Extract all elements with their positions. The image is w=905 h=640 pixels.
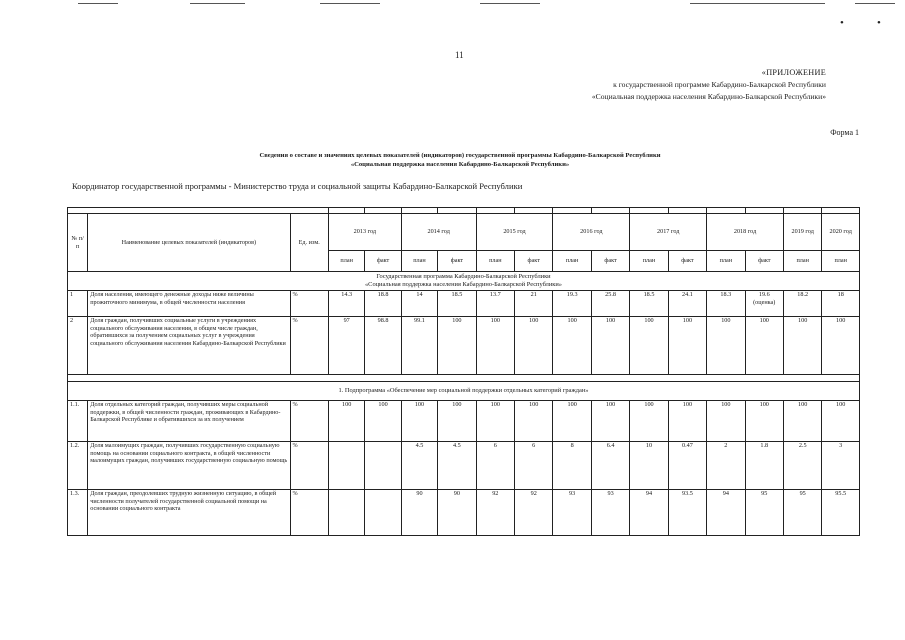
unit-cell: % — [290, 490, 328, 536]
value-cell: 18.5 — [630, 291, 668, 317]
value-cell: 94 — [707, 490, 745, 536]
row-number: 1.3. — [68, 490, 88, 536]
value-cell: 100 — [630, 401, 668, 442]
value-cell: 100 — [365, 401, 401, 442]
indicator-name: Доля граждан, получивших социальные услуги в учреждениях социального обслуживания населения, в общем числе граждан, обратившихся за получением социальных услуг в учреждения социального обслуживания населения Кабардино-Балкарской Республики — [88, 317, 290, 375]
row-number: 2 — [68, 317, 88, 375]
value-cell: 100 — [783, 317, 821, 375]
value-cell: 13.7 — [476, 291, 514, 317]
value-cell: 92 — [515, 490, 553, 536]
value-cell: 100 — [668, 401, 706, 442]
table-row — [68, 317, 860, 375]
value-cell: 100 — [668, 317, 706, 375]
value-cell: 97 — [328, 317, 364, 375]
row-number: 1 — [68, 291, 88, 317]
value-cell: 90 — [438, 490, 476, 536]
section-subprogram-row — [68, 382, 860, 401]
col-header-fact: факт — [438, 251, 476, 272]
value-cell: 3 — [822, 442, 860, 490]
scan-artifact — [78, 3, 118, 4]
value-cell: 98.8 — [365, 317, 401, 375]
value-cell: 100 — [401, 401, 437, 442]
document-title-line-1: Сведения о составе и значениях целевых показателей (индикаторов) государственной программы Кабардино-Балкарской Республики — [259, 152, 661, 159]
appendix-line-2: «Социальная поддержка населения Кабардино-Балкарской Республики» — [591, 92, 826, 101]
value-cell: 100 — [476, 401, 514, 442]
scan-artifact — [190, 3, 245, 4]
table-row — [68, 291, 860, 317]
unit-cell: % — [290, 317, 328, 375]
scan-artifact — [690, 3, 825, 4]
col-header-year: 2017 год — [630, 214, 707, 251]
value-cell: 18.3 — [707, 291, 745, 317]
value-cell — [328, 490, 364, 536]
col-header-plan: план — [476, 251, 514, 272]
value-cell: 18.2 — [783, 291, 821, 317]
appendix-title: «ПРИЛОЖЕНИЕ — [761, 68, 826, 77]
col-header-year: 2016 год — [553, 214, 630, 251]
coordinator-line: Координатор государственной программы - Министерство труда и социальной защиты Кабардино-Балкарской Республики — [72, 181, 523, 191]
table-row — [68, 490, 860, 536]
value-cell: 93.5 — [668, 490, 706, 536]
row-number: 1.1. — [68, 401, 88, 442]
value-cell: 100 — [591, 317, 629, 375]
value-cell: 100 — [630, 317, 668, 375]
col-header-year: 2018 год — [707, 214, 784, 251]
value-cell: 100 — [476, 317, 514, 375]
value-cell — [365, 442, 401, 490]
value-cell: 90 — [401, 490, 437, 536]
value-cell: 95 — [783, 490, 821, 536]
value-cell: 24.1 — [668, 291, 706, 317]
scan-artifact: • — [877, 17, 881, 29]
col-header-plan: план — [822, 251, 860, 272]
value-cell: 100 — [328, 401, 364, 442]
scan-artifact — [480, 3, 540, 4]
value-cell: 99.1 — [401, 317, 437, 375]
value-cell: 18 — [822, 291, 860, 317]
col-header-year: 2020 год — [822, 214, 860, 251]
value-cell: 100 — [707, 401, 745, 442]
col-header-num: № п/п — [68, 214, 88, 272]
value-cell: 14 — [401, 291, 437, 317]
col-header-plan: план — [328, 251, 364, 272]
indicator-name: Доля населения, имеющего денежные доходы ниже величины прожиточного минимума, в общей численности населения — [88, 291, 290, 317]
value-cell: 100 — [438, 401, 476, 442]
value-cell: 95 — [745, 490, 783, 536]
value-cell: 100 — [553, 317, 591, 375]
value-cell: 92 — [476, 490, 514, 536]
col-header-name: Наименование целевых показателей (индикаторов) — [88, 214, 290, 272]
col-header-unit: Ед. изм. — [290, 214, 328, 272]
value-cell: 100 — [438, 317, 476, 375]
value-cell: 100 — [515, 317, 553, 375]
unit-cell: % — [290, 401, 328, 442]
document-title — [100, 151, 820, 169]
form-label: Форма 1 — [830, 128, 859, 137]
value-cell: 100 — [707, 317, 745, 375]
value-cell: 19.3 — [553, 291, 591, 317]
value-cell: 6 — [515, 442, 553, 490]
col-header-plan: план — [707, 251, 745, 272]
value-cell: 1.8 — [745, 442, 783, 490]
value-cell: 14.3 — [328, 291, 364, 317]
scan-artifact: • — [840, 17, 844, 29]
document-title-line-2: «Социальная поддержка населения Кабардино-Балкарской Республики» — [350, 161, 570, 168]
header-year-row — [68, 214, 860, 251]
col-header-year: 2014 год — [401, 214, 476, 251]
value-cell: 100 — [745, 317, 783, 375]
value-cell: 100 — [553, 401, 591, 442]
scan-artifact — [320, 3, 380, 4]
value-cell: 100 — [591, 401, 629, 442]
value-cell: 0.47 — [668, 442, 706, 490]
col-header-year: 2015 год — [476, 214, 553, 251]
scan-artifact — [855, 3, 895, 4]
section-program-title — [68, 272, 860, 291]
value-cell — [328, 442, 364, 490]
value-cell: 2.5 — [783, 442, 821, 490]
section-program-line-2: «Социальная поддержка населения Кабардино-Балкарской Республики» — [364, 281, 563, 288]
section-program-line-1: Государственная программа Кабардино-Балкарской Республики — [376, 273, 551, 281]
indicator-name: Доля малоимущих граждан, получивших государственную социальную помощь на основании социального контракта, в общей численности малоимущих граждан, получивших государственную социальную помощь — [88, 442, 290, 490]
section-subprogram-title: 1. Подпрограмма «Обеспечение мер социальной поддержки отдельных категорий граждан» — [68, 382, 860, 401]
value-cell: 100 — [783, 401, 821, 442]
col-header-fact: факт — [591, 251, 629, 272]
value-cell: 21 — [515, 291, 553, 317]
col-header-plan: план — [553, 251, 591, 272]
value-cell: 25.8 — [591, 291, 629, 317]
value-cell — [365, 490, 401, 536]
table-row — [68, 442, 860, 490]
indicators-table — [67, 207, 860, 536]
table-gap-row — [68, 375, 860, 382]
value-cell: 6.4 — [591, 442, 629, 490]
col-header-year: 2019 год — [783, 214, 821, 251]
value-cell: 100 — [822, 317, 860, 375]
value-cell: 4.5 — [401, 442, 437, 490]
col-header-plan: план — [630, 251, 668, 272]
col-header-fact: факт — [365, 251, 401, 272]
indicator-name: Доля отдельных категорий граждан, получивших меры социальной поддержки, в общей численности граждан, проживающих в Кабардино-Балкарской Республике и обратившихся за их получением — [88, 401, 290, 442]
value-cell: 93 — [553, 490, 591, 536]
value-cell: 2 — [707, 442, 745, 490]
col-header-plan: план — [401, 251, 437, 272]
value-cell: 100 — [515, 401, 553, 442]
appendix-line-1: к государственной программе Кабардино-Балкарской Республики — [613, 80, 826, 89]
value-cell: 6 — [476, 442, 514, 490]
value-cell: 100 — [745, 401, 783, 442]
value-cell: 4.5 — [438, 442, 476, 490]
value-cell: 10 — [630, 442, 668, 490]
col-header-fact: факт — [745, 251, 783, 272]
value-cell: 19.6 (оценка) — [745, 291, 783, 317]
appendix-header — [592, 67, 826, 103]
section-program-row — [68, 272, 860, 291]
value-cell: 94 — [630, 490, 668, 536]
value-cell: 93 — [591, 490, 629, 536]
value-cell: 100 — [822, 401, 860, 442]
value-cell: 95.5 — [822, 490, 860, 536]
indicator-name: Доля граждан, преодолевших трудную жизненную ситуацию, в общей численности получателей государственной социальной помощи на основании социального контракта — [88, 490, 290, 536]
table-row — [68, 401, 860, 442]
col-header-year: 2013 год — [328, 214, 401, 251]
col-header-fact: факт — [515, 251, 553, 272]
unit-cell: % — [290, 291, 328, 317]
unit-cell: % — [290, 442, 328, 490]
row-number: 1.2. — [68, 442, 88, 490]
page-number: 11 — [455, 50, 464, 60]
value-cell: 18.5 — [438, 291, 476, 317]
col-header-plan: план — [783, 251, 821, 272]
col-header-fact: факт — [668, 251, 706, 272]
value-cell: 18.8 — [365, 291, 401, 317]
value-cell: 8 — [553, 442, 591, 490]
